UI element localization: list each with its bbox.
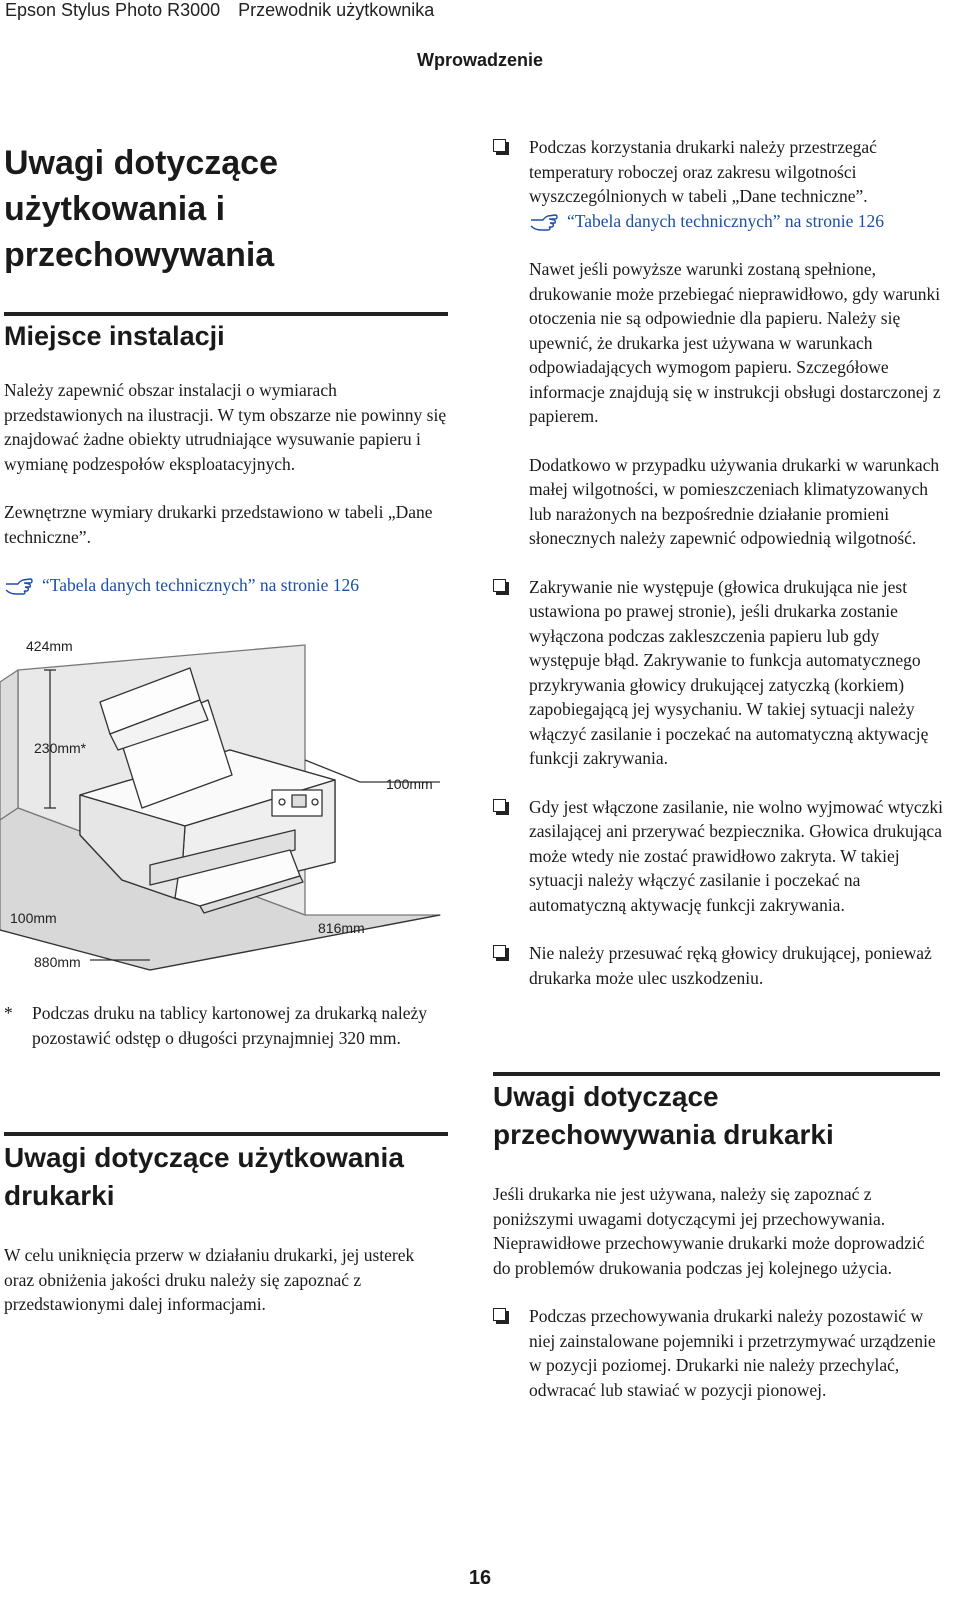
install-heading: Miejsce instalacji [4,321,225,351]
usage-heading: Uwagi dotyczące użytkowania drukarki [4,1142,404,1211]
spec-table-link[interactable]: “Tabela danych technicznych” na stronie 126 [42,575,360,595]
bullet-text: Zakrywanie nie występuje (głowica drukująca nie jest ustawiona po prawej stronie), jeśli drukarka zostanie wyłączona podczas zakleszczenia papieru lub gdy występuje błąd. Zakrywanie to funkcja automatycznego przykrywania głowicy drukującej zatyczką (korkiem) zapobiegającą jej wysychaniu. W takiej sytuacji należy włączyć zasilanie i poczekać na automatyczną aktywację funkcji zakrywania. [529,576,929,768]
storage-paragraph: Jeśli drukarka nie jest używana, należy się zapoznać z poniższymi uwagami dotyczącymi jej przechowywania. Nieprawidłowe przechowywanie drukarki może doprowadzić do problemów drukowania podczas jej kolejnego użycia. [493,1184,925,1278]
bullet-paragraph: Nawet jeśli powyższe warunki zostaną spełnione, drukowanie może przebiegać nieprawidłowo, gdy warunki otoczenia nie są odpowiednie dla papieru. Należy się upewnić, że drukarka jest używana w warunkach odpowiadających wymogom papieru. Szczegółowe informacje znajdują się w instrukcji obsługi dostarczonej z papierem. [529,259,941,426]
left-column [4,140,456,278]
bullet-box-icon [493,799,506,812]
header-product: Epson Stylus Photo R3000 [5,0,221,20]
bullet-box-icon [493,1308,506,1321]
bullet-box-icon [493,945,506,958]
install-text [4,378,449,598]
running-header [5,0,434,21]
bullet-paragraph: Dodatkowo w przypadku używania drukarki w warunkach małej wilgotności, w pomieszczeniach klimatyzowanych lub narażonych na bezpośrednie działanie promieni słonecznych należy zapewnić odpowiednią wilgotność. [529,454,940,548]
storage-heading: Uwagi dotyczące przechowywania drukarki [493,1081,834,1150]
section-title: Uwagi dotyczące użytkowania i przechowywania [4,144,278,274]
bullet-text: Podczas przechowywania drukarki należy pozostawić w niej zainstalowane pojemniki i przetrzymywać urządzenie w pozycji poziomej. Drukarki nie należy przechylać, odwracać lub stawiać w pozycji pionowej. [529,1306,936,1400]
usage-section [4,1139,444,1317]
dim-top-label: 424mm [26,638,73,654]
bullet-item [493,941,953,990]
install-paragraph: Należy zapewnić obszar instalacji o wymiarach przedstawionych na ilustracji. W tym obszarze nie powinny się znajdować żadne obiekty utrudniające wysuwanie papieru i wymianę podzespołów eksploatacyjnych. [4,380,447,474]
footnote-text: Podczas druku na tablicy kartonowej za drukarką należy pozostawić odstęp o długości przynajmniej 320 mm. [32,1003,428,1048]
bullet-text: Nie należy przesuwać ręką głowicy drukującej, ponieważ drukarka może ulec uszkodzeniu. [529,943,932,988]
storage-section [493,1078,943,1402]
chapter-title: Wprowadzenie [416,50,543,70]
bullet-box-icon [493,139,506,152]
divider [493,1072,940,1076]
spec-table-link[interactable]: “Tabela danych technicznych” na stronie 126 [567,210,885,231]
bullet-box-icon [493,579,506,592]
usage-paragraph: W celu uniknięcia przerw w działaniu drukarki, jej usterek oraz obniżenia jakości druku należy się zapoznać z przedstawionymi dalej informacjami. [4,1245,415,1314]
dim-depth-label: 880mm [34,954,81,970]
right-column [493,135,953,990]
header-guide: Przewodnik użytkownika [238,0,435,20]
pointing-hand-icon [4,575,34,595]
page-number: 16 [468,1567,492,1589]
install-section [4,318,456,354]
dim-tray-label: 230mm* [34,740,87,756]
bullet-item [493,1304,943,1402]
pointing-hand-icon [529,211,559,231]
bullet-item [493,575,953,771]
dim-width-label: 816mm [318,920,365,936]
bullet-text: Podczas korzystania drukarki należy przestrzegać temperatury roboczej oraz zakresu wilgotności wyszczególnionych w tabeli „Dane techniczne”. [529,137,877,206]
divider [4,1132,448,1136]
dim-right-label: 100mm [386,776,433,792]
footnote [4,1001,449,1050]
spec-table-link-row [529,209,953,234]
bullet-text: Gdy jest włączone zasilanie, nie wolno wyjmować wtyczki zasilającej ani przerywać bezpiecznika. Głowica drukująca może wtedy nie zostać prawidłowo zakryta. W takiej sytuacji należy włączyć zasilanie i poczekać na automatyczną aktywację funkcji zakrywania. [529,796,944,915]
install-dimensions-paragraph: Zewnętrzne wymiary drukarki przedstawiono w tabeli „Dane techniczne”. [4,502,433,547]
bullet-item [493,135,953,551]
printer-clearance-diagram [0,630,460,980]
bullet-item [493,795,953,918]
spec-table-link-row [4,573,449,598]
footnote-mark: * [4,1003,13,1023]
installation-figure [0,630,460,980]
divider [4,312,448,316]
dim-left-label: 100mm [10,910,57,926]
